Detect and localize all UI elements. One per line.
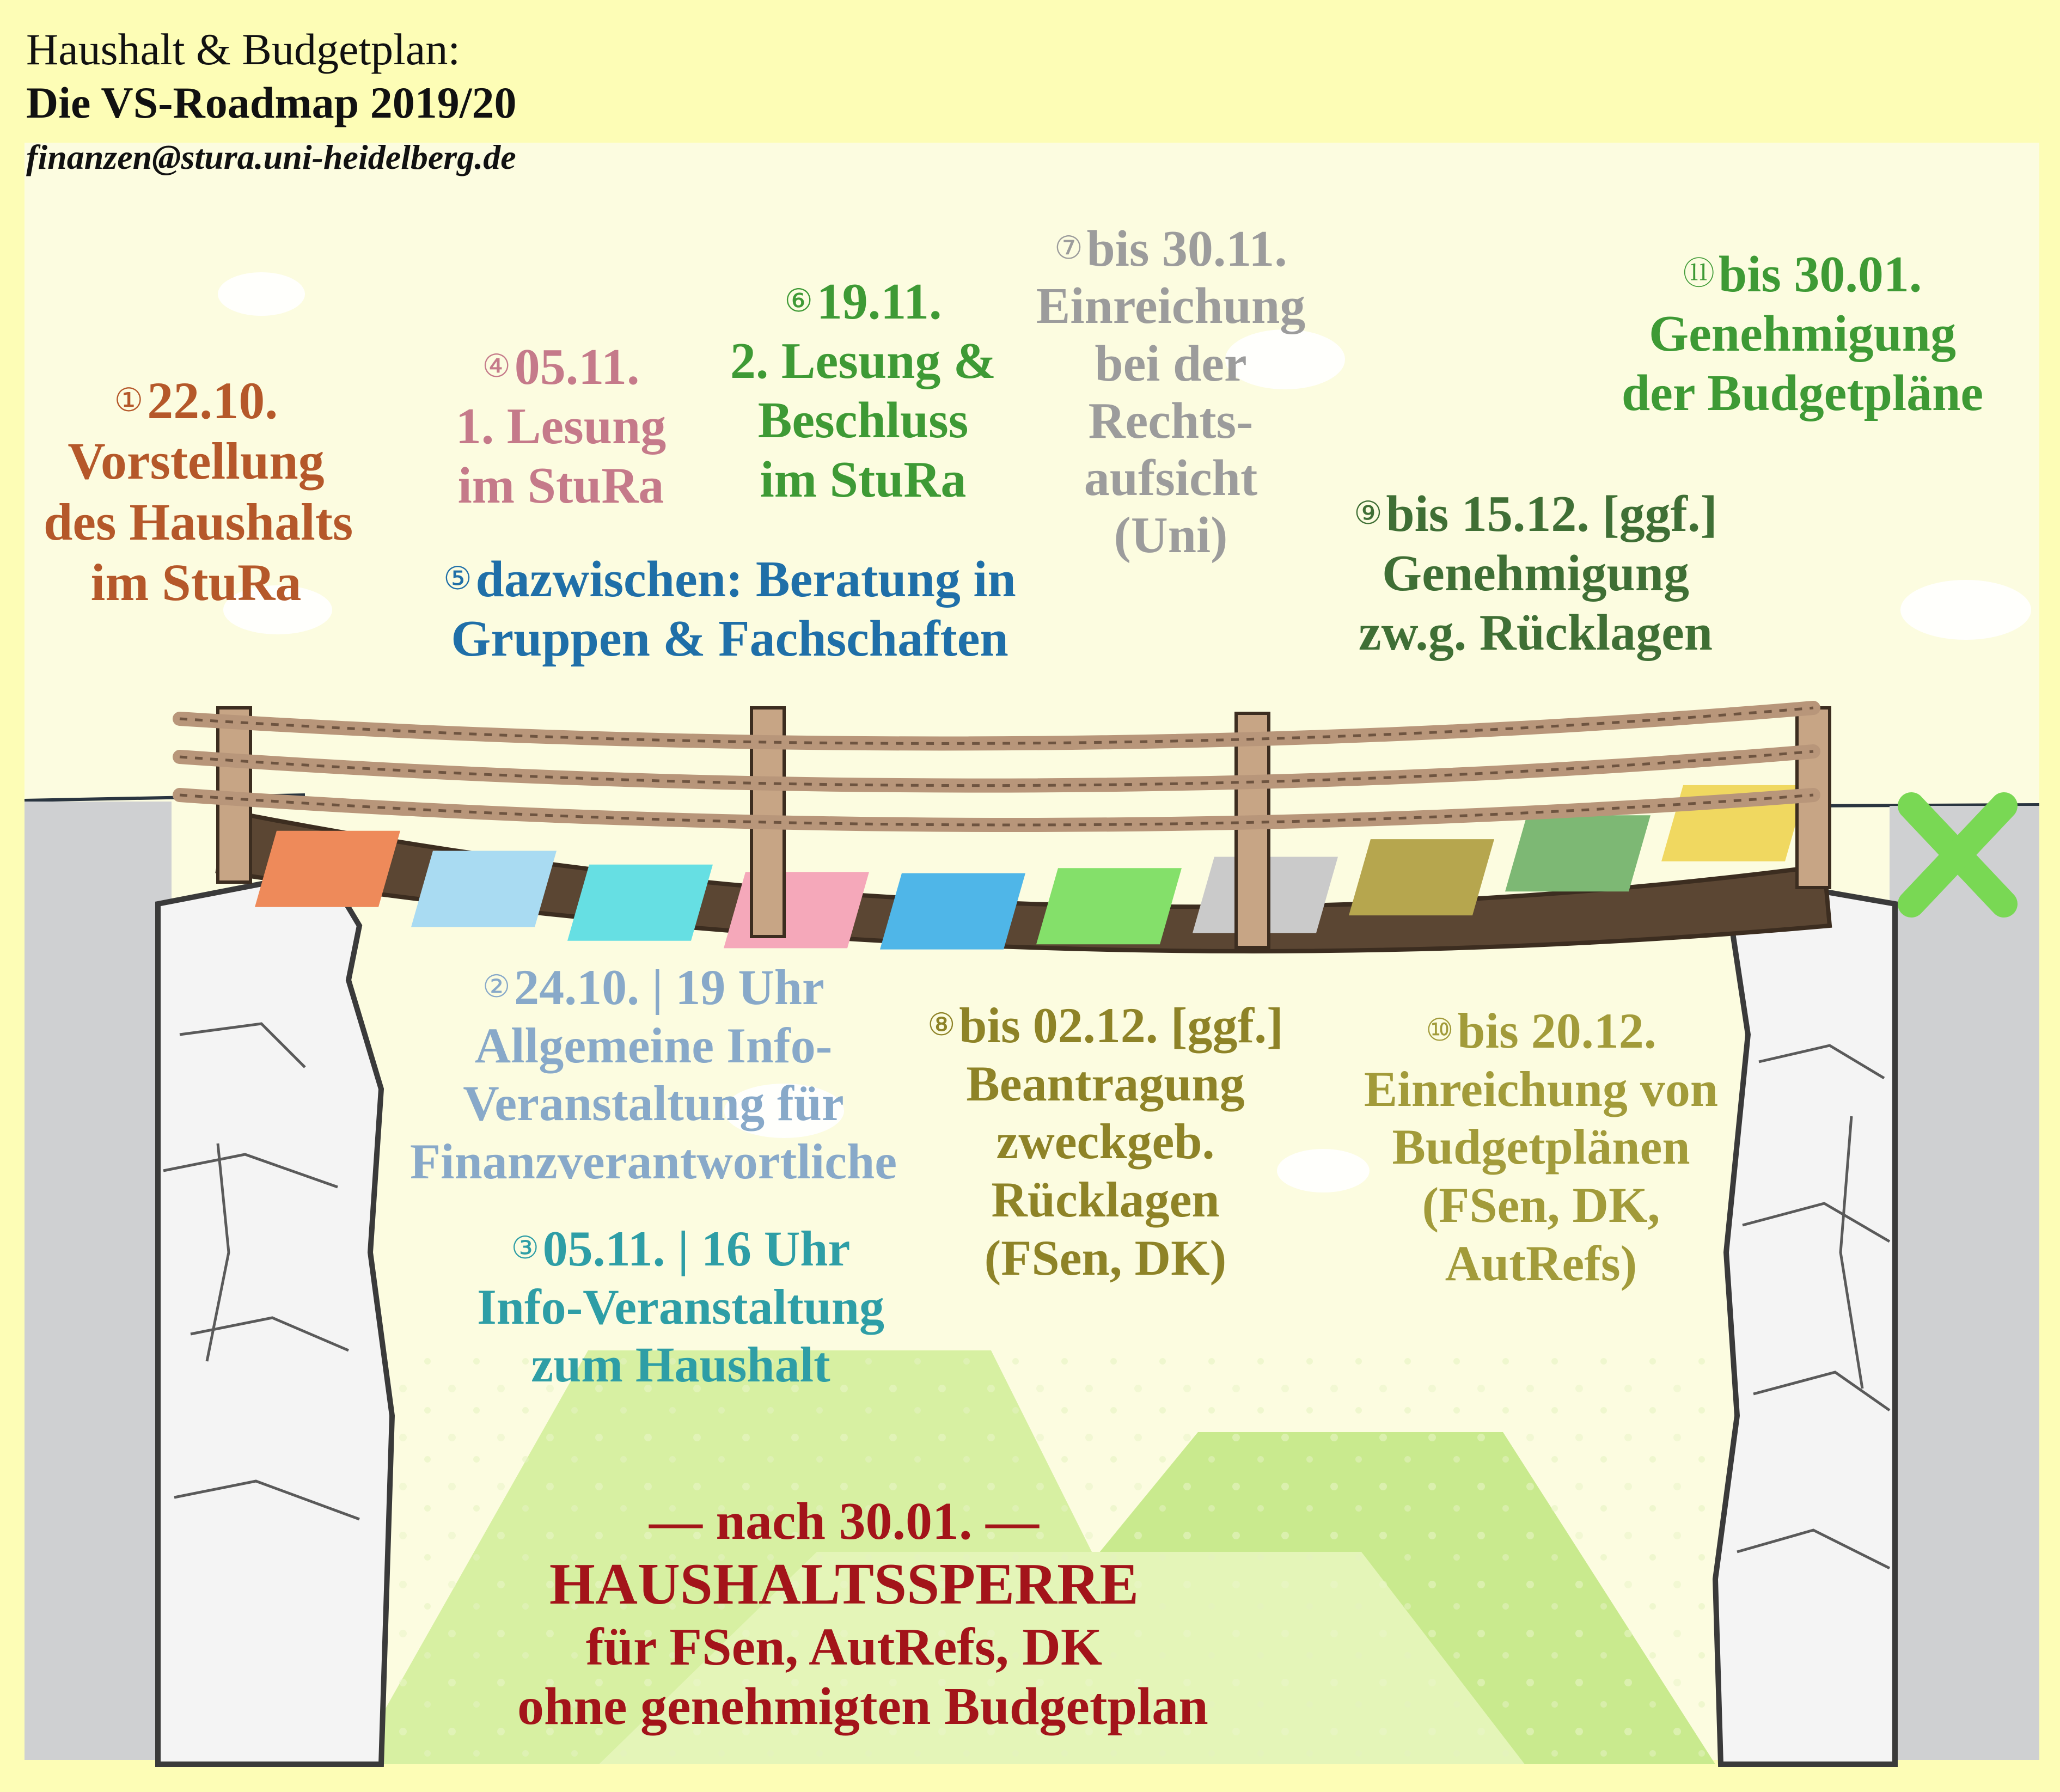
step-text-line: im StuRa [457,457,664,515]
step-10-label [1307,1002,1775,1293]
step-number: ⑤ [443,560,472,597]
step-text-line: AutRefs) [1445,1235,1637,1291]
header-subtitle: Die VS-Roadmap 2019/20 [26,78,517,127]
cloud [218,272,305,316]
step-9-label [1318,485,1753,663]
step-text-line: Einreichung [1036,278,1306,335]
step-7-label [1013,221,1329,565]
step-text-line: Finanzverantwortliche [409,1134,897,1190]
step-text-line: Genehmigung [1648,305,1957,363]
step-text-line: im StuRa [90,553,302,612]
step-text-line: 2. Lesung & [730,333,997,390]
bridge-plank [724,872,869,948]
step-text-line: (FSen, DK, [1422,1177,1660,1233]
step-text-line: Allgemeine Info- [474,1017,833,1073]
step-date: bis 02.12. [ggf.] [959,998,1283,1053]
bridge-plank [255,831,400,907]
step-text-line: Veranstaltung für [463,1075,844,1132]
step-6-label [702,272,1024,510]
step-11-label [1579,245,2026,423]
step-date: bis 30.01. [1718,246,1922,303]
bridge-plank [1036,868,1182,944]
step-date: 05.11. [514,339,640,395]
bridge-plank [1505,815,1651,891]
step-number: ⑥ [784,282,813,320]
cloud [1900,580,2031,640]
step-text-line: Gruppen & Fachschaften [451,610,1008,668]
step-text-line: Vorstellung [68,432,325,491]
step-date: 22.10. [147,371,278,430]
step-4-label [425,338,697,516]
freeze-scope: für FSen, AutRefs, DK [585,1617,1103,1677]
step-date: bis 15.12. [ggf.] [1386,486,1717,542]
step-text-line: im StuRa [760,451,967,509]
step-text-line: (FSen, DK) [984,1230,1227,1286]
step-text-line: (Uni) [1114,507,1228,564]
freeze-condition: ohne genehmigten Budgetplan [517,1677,1208,1736]
step-text-line: zweckgeb. [996,1114,1215,1170]
budget-freeze-notice [517,1492,1208,1737]
step-text-line: aufsicht [1084,450,1258,507]
bridge-plank [1349,839,1494,915]
ground-left [25,802,172,1760]
bridge-post [1236,713,1269,947]
step-text-line: Rücklagen [991,1172,1220,1228]
step-number: ⑩ [1426,1012,1454,1049]
header-title: Haushalt & Budgetplan: [26,25,461,74]
step-number: ④ [482,347,511,385]
step-text-line: Genehmigung [1382,545,1690,602]
freeze-deadline: — nach 30.01. — [649,1492,1039,1551]
bridge-plank [880,873,1025,950]
step-number: ③ [511,1230,539,1267]
step-number: ⑦ [1054,229,1083,267]
step-date: bis 20.12. [1457,1003,1656,1059]
step-text-line: Rechts- [1088,392,1254,449]
step-text-line: zum Haushalt [531,1337,830,1393]
step-number: ⑪ [1683,255,1715,292]
step-number: ① [114,381,144,419]
step-3-label [436,1220,926,1394]
step-text-line: Beschluss [757,392,969,449]
step-number: ⑨ [1354,494,1383,532]
contact-email: finanzen@stura.uni-heidelberg.de [26,138,516,176]
step-text-line: 1. Lesung [455,398,667,455]
step-text-line: Budgetplänen [1392,1119,1690,1175]
step-date: bis 30.11. [1086,221,1287,277]
step-date: 05.11. | 16 Uhr [542,1221,851,1276]
bridge-plank [411,851,557,927]
step-text-line: Beantragung [966,1055,1245,1111]
step-5-label [414,550,1046,669]
step-date: dazwischen: Beratung in [475,551,1016,608]
step-text-line: zw.g. Rücklagen [1358,604,1713,662]
bridge-plank [567,865,713,941]
step-text-line: Einreichung von [1364,1061,1719,1117]
step-date: 19.11. [816,273,942,330]
step-text-line: Info-Veranstaltung [476,1279,885,1335]
step-number: ② [482,969,511,1005]
step-date: 24.10. | 19 Uhr [514,959,824,1015]
step-1-label [44,370,353,613]
step-number: ⑧ [927,1007,956,1043]
step-text-line: der Budgetpläne [1621,365,1984,422]
step-text-line: bei der [1095,335,1247,392]
freeze-title: HAUSHALTSSPERRE [549,1551,1139,1617]
ground-right [1890,806,2039,1760]
step-8-label [893,996,1318,1287]
step-2-label [381,958,926,1191]
step-text-line: des Haushalts [44,492,353,551]
